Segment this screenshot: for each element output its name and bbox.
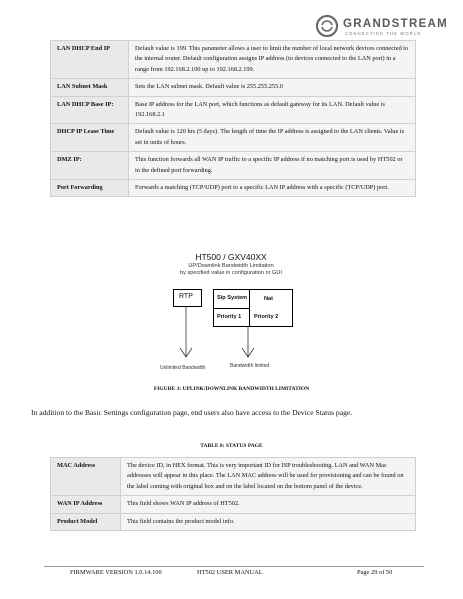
bandwidth-diagram [146, 249, 316, 375]
row-description: The device ID, in HEX format. This is very important ID for ISP troubleshooting. LAN and WAN Mac addresses will appear in this place. The LAN MAC address will be used for provisioning and can be found on the label coming with original box and on the label located on the bottom panel of the device. [121, 458, 416, 496]
unlimited-arrow-icon [180, 306, 192, 357]
nat-label: Nat [264, 296, 274, 302]
logo-tagline: CONNECTING THE WORLD [345, 31, 422, 36]
rtp-label: RTP [179, 293, 193, 300]
row-description: Sets the LAN subnet mask. Default value is 255.255.255.0 [129, 79, 416, 96]
row-label: DMZ IP: [51, 152, 129, 180]
limited-arrow-icon [242, 326, 254, 357]
status-table [50, 457, 416, 531]
table-row [51, 180, 416, 197]
diagram-arrows [146, 249, 316, 375]
table-row [51, 458, 416, 496]
footer-page-number: Page 29 of 50 [357, 569, 393, 576]
sip-system-label: Sip System [217, 295, 248, 301]
grandstream-logo-icon [315, 14, 339, 38]
grandstream-logo [315, 14, 455, 40]
priority1-label: Priority 1 [217, 314, 242, 320]
table-row [51, 496, 416, 513]
table-row [51, 513, 416, 530]
row-label: LAN DHCP End IP [51, 41, 129, 79]
row-description: This field contains the product model info. [121, 513, 416, 530]
row-description: Forwards a matching (TCP/UDP) port to a specific LAN IP address with a specific (TCP/UDP) port. [129, 180, 416, 197]
priority2-label: Priority 2 [254, 314, 279, 320]
table-row [51, 41, 416, 79]
row-label: Product Model [51, 513, 121, 530]
limited-label: Bandwidth limited [230, 363, 270, 369]
row-description: This function forwards all WAN IP traffic to a specific IP address if no matching port is used by HT502 or in the defined port forwarding. [129, 152, 416, 180]
row-label: Port Forwarding [51, 180, 129, 197]
settings-table [50, 40, 416, 197]
row-description: Default value is 199. This parameter allows a user to limit the number of local network devices connected to the internal router. Default configuration assigns IP address (to devices connected to the LAN port) in a range from 192.168.2.100 up to 192.168.2.199. [129, 41, 416, 79]
row-label: DHCP IP Lease Time [51, 124, 129, 152]
footer-manual-title: HT502 USER MANUAL [197, 569, 263, 576]
body-paragraph: In addition to the Basic Settings configuration page, end users also have access to the Device Status page. [31, 408, 353, 417]
row-description: Base IP address for the LAN port, which functions as default gateway for its LAN. Default value is 192.168.2.1 [129, 96, 416, 124]
diagram-subtitle: UP/Downlink Bandwidth Limitation [188, 263, 274, 269]
row-label: LAN Subnet Mask [51, 79, 129, 96]
row-label: LAN DHCP Base IP: [51, 96, 129, 124]
table-title: TABLE 8: STATUS PAGE [200, 443, 263, 449]
unlimited-label: Unlimited Bandwidth [160, 365, 206, 371]
table-row [51, 152, 416, 180]
logo-name: GRANDSTREAM [343, 18, 449, 30]
table-row [51, 96, 416, 124]
table-row [51, 124, 416, 152]
row-description: Default value is 120 hrs (5 days). The length of time the IP address is assigned to the LAN clients. Value is set in units of hours. [129, 124, 416, 152]
footer-firmware: FIRMWARE VERSION 1.0.14.100 [70, 569, 162, 576]
row-description: This field shows WAN IP address of HT502. [121, 496, 416, 513]
diagram-title: HT500 / GXV40XX [195, 252, 267, 262]
diagram-subtitle: by specified value in configuration or GUI [180, 270, 282, 276]
row-label: WAN IP Address [51, 496, 121, 513]
figure-caption: FIGURE 3: UPLINK/DOWNLINK BANDWIDTH LIMITATION [153, 386, 310, 392]
footer-divider [44, 566, 424, 567]
table-row [51, 79, 416, 96]
row-label: MAC Address [51, 458, 121, 496]
